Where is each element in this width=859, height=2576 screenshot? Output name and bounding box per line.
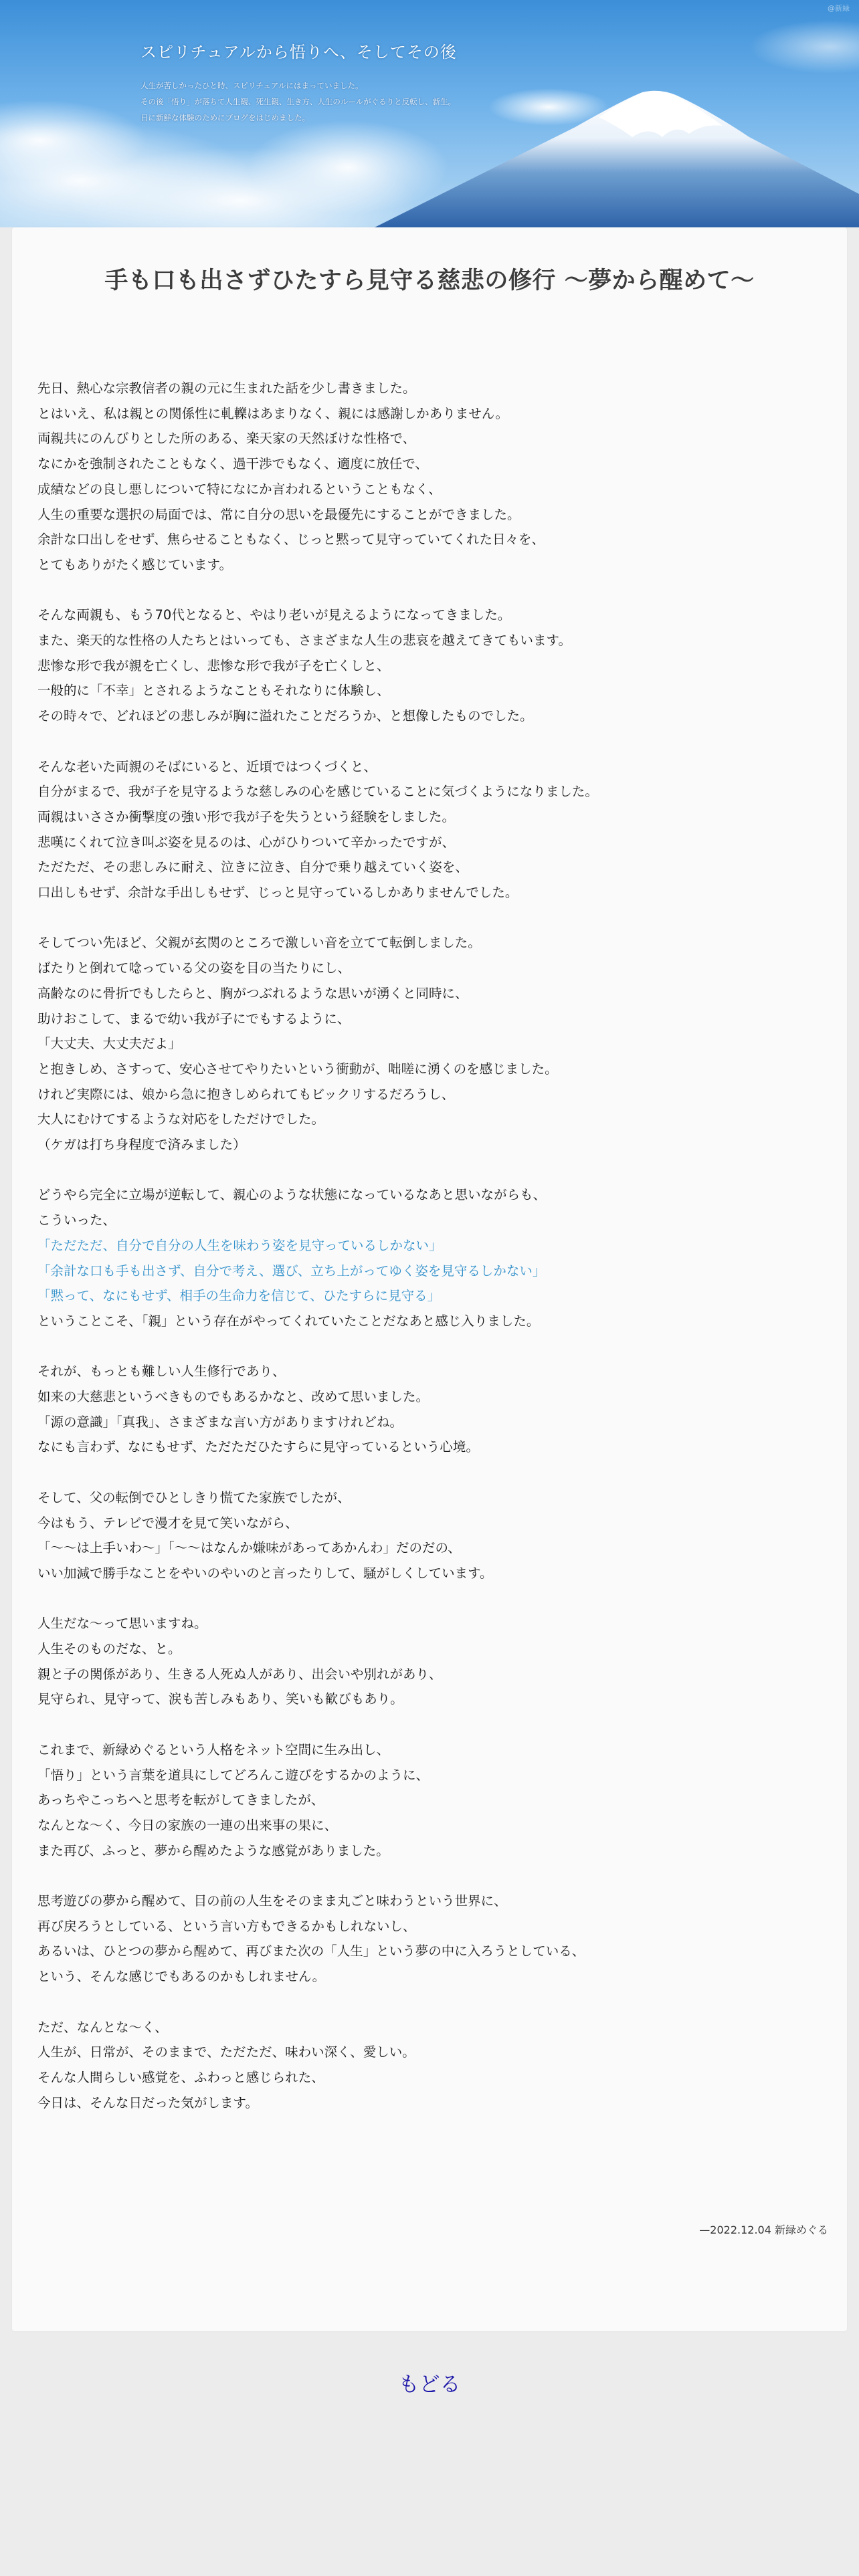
text-line: そしてつい先ほど、父親が玄関のところで激しい音を立てて転倒しました。 xyxy=(37,935,481,951)
text-line: それが、もっとも難しい人生修行であり、 xyxy=(37,1364,286,1380)
text-line: こういった、 xyxy=(37,1212,116,1228)
text-line: 両親共にのんびりとした所のある、楽天家の天然ぼけな性格で、 xyxy=(37,431,416,447)
text-line: いい加減で勝手なことをやいのやいのと言ったりして、騒がしくしています。 xyxy=(37,1565,493,1581)
text-line: 悲惨な形で我が親を亡くし、悲惨な形で我が子を亡くしと、 xyxy=(37,657,390,673)
text-line: あるいは、ひとつの夢から醒めて、再びまた次の「人生」という夢の中に入ろうとしている、 xyxy=(37,1943,585,1959)
text-line: ただ、なんとな〜く、 xyxy=(37,2019,168,2035)
article-paragraph xyxy=(37,1485,814,1586)
text-line: 悲嘆にくれて泣き叫ぶ姿を見るのは、心がひりついて辛かったですが、 xyxy=(37,834,456,850)
article-paragraph xyxy=(37,376,814,578)
text-line: ただただ、その悲しみに耐え、泣きに泣き、自分で乗り越えていく姿を、 xyxy=(37,859,468,875)
text-line: そして、父の転倒でひとしきり慌てた家族でしたが、 xyxy=(37,1489,351,1505)
text-line: 余計な口出しをせず、焦らせることもなく、じっと黙って見守っていてくれた日々を、 xyxy=(37,532,545,548)
text-line: なんとな〜く、今日の家族の一連の出来事の果に、 xyxy=(37,1817,338,1833)
text-line: 今日は、そんな日だった気がします。 xyxy=(37,2095,258,2111)
text-line: 大人にむけてするような対応をしただけでした。 xyxy=(37,1111,325,1128)
article-title: 手も口も出さずひたすら見守る慈悲の修行 〜夢から醒めて〜 xyxy=(104,267,755,294)
text-line: 高齢なのに骨折でもしたらと、胸がつぶれるような思いが湧くと同時に、 xyxy=(37,985,468,1001)
article-paragraph xyxy=(37,1889,814,1990)
article-paragraph xyxy=(37,603,814,729)
text-line: 見守られ、見守って、涙も苦しみもあり、笑いも歓びもあり。 xyxy=(37,1691,403,1707)
text-line: 如来の大慈悲というべきものでもあるかなと、改めて思いました。 xyxy=(37,1389,430,1405)
text-line: 人生が、日常が、そのままで、ただただ、味わい深く、愛しい。 xyxy=(37,2044,415,2060)
site-title[interactable]: スピリチュアルから悟りへ、そしてその後 xyxy=(140,43,457,62)
site-description-line: 人生が苦しかったひと時、スピリチュアルにはまっていました。 xyxy=(140,81,363,90)
text-line: 成績などの良し悪しについて特になにか言われるということもなく、 xyxy=(37,481,442,497)
back-link[interactable]: もどる xyxy=(398,2373,461,2397)
text-line: （ケガは打ち身程度で済みました） xyxy=(37,1137,246,1153)
text-line: 助けおこして、まるで幼い我が子にでもするように、 xyxy=(37,1010,351,1027)
text-line: と抱きしめ、さすって、安心させてやりたいという衝動が、咄嗟に湧くのを感じました。 xyxy=(37,1061,558,1077)
text-line: 自分がまるで、我が子を見守るような慈しみの心を感じていることに気づくようになりました。 xyxy=(37,784,598,800)
highlighted-line: 「ただただ、自分で自分の人生を味わう姿を見守っているしかない」 xyxy=(37,1237,442,1253)
text-line: そんな人間らしい感覚を、ふわっと感じられた、 xyxy=(37,2069,324,2085)
article-paragraph xyxy=(37,2015,814,2116)
text-line: ばたりと倒れて唸っている父の姿を目の当たりにし、 xyxy=(37,960,351,976)
text-line: 口出しもせず、余計な手出しもせず、じっと見守っているしかありませんでした。 xyxy=(37,885,518,901)
text-line: なにかを強制されたこともなく、過干渉でもなく、適度に放任で、 xyxy=(37,456,428,472)
text-line: 親と子の関係があり、生きる人死ぬ人があり、出会いや別れがあり、 xyxy=(37,1666,442,1682)
site-description xyxy=(140,78,515,126)
site-description-line: 日に新鮮な体験のためにブログをはじめました。 xyxy=(140,113,310,122)
text-line: 「〜〜は上手いわ〜」「〜〜はなんか嫌味があってあかんわ」だのだの、 xyxy=(37,1540,461,1556)
text-line: なにも言わず、なにもせず、ただただひたすらに見守っているという心境。 xyxy=(37,1439,479,1455)
text-line: どうやら完全に立場が逆転して、親心のような状態になっているなあと思いながらも、 xyxy=(37,1187,547,1203)
article-card xyxy=(12,227,847,2331)
text-line: という、そんな感じでもあるのかもしれません。 xyxy=(37,1969,326,1985)
text-line: 一般的に「不幸」とされるようなこともそれなりに体験し、 xyxy=(37,683,390,699)
text-line: 「源の意識」「真我」、さまざまな言い方がありますけれどね。 xyxy=(37,1414,403,1430)
text-line: その時々で、どれほどの悲しみが胸に溢れたことだろうか、と想像したものでした。 xyxy=(37,708,533,724)
text-line: そんな老いた両親のそばにいると、近頃ではつくづくと、 xyxy=(37,758,377,774)
article-paragraph xyxy=(37,754,814,905)
text-line: これまで、新緑めぐるという人格をネット空間に生み出し、 xyxy=(37,1741,390,1757)
header-banner xyxy=(0,0,859,227)
text-line: 「大丈夫、大丈夫だよ」 xyxy=(37,1036,181,1052)
text-line: けれど実際には、娘から急に抱きしめられてもビックリするだろうし、 xyxy=(37,1086,455,1102)
article-paragraph xyxy=(37,1182,814,1333)
article-paragraph xyxy=(37,1737,814,1864)
article-paragraph xyxy=(37,1611,814,1712)
text-line: あっちやこっちへと思考を転がしてきましたが、 xyxy=(37,1792,324,1808)
text-line: 思考遊びの夢から醒めて、目の前の人生をそのまま丸ごと味わうという世界に、 xyxy=(37,1893,507,1909)
article-paragraph xyxy=(37,930,814,1157)
highlighted-line: 「余計な口も手も出さず、自分で考え、選び、立ち上がってゆく姿を見守るしかない」 xyxy=(37,1263,546,1279)
article-paragraph xyxy=(37,1359,814,1460)
text-line: とはいえ、私は親との関係性に軋轢はあまりなく、親には感謝しかありません。 xyxy=(37,405,508,421)
text-line: また再び、ふっと、夢から醒めたような感覚がありました。 xyxy=(37,1842,389,1858)
text-line: また、楽天的な性格の人たちとはいっても、さまざまな人生の悲哀を越えてきてもいます。 xyxy=(37,633,571,649)
text-line: 両親はいささか衝撃度の強い形で我が子を失うという経験をしました。 xyxy=(37,809,456,825)
text-line: 人生だな〜って思いますね。 xyxy=(37,1616,207,1632)
text-line: ということこそ、「親」という存在がやってくれていたことだなあと感じ入りました。 xyxy=(37,1313,540,1329)
article-signature: —2022.12.04 新緑めぐる xyxy=(699,2224,828,2236)
text-line: 「悟り」という言葉を道具にしてどろんこ遊びをするかのように、 xyxy=(37,1767,430,1783)
text-line: 今はもう、テレビで漫才を見て笑いながら、 xyxy=(37,1515,298,1531)
text-line: 人生の重要な選択の局面では、常に自分の思いを最優先にすることができました。 xyxy=(37,506,520,522)
article-body xyxy=(37,376,814,2141)
corner-mark: @新緑 xyxy=(828,4,850,13)
highlighted-line: 「黙って、なにもせず、相手の生命力を信じて、ひたすらに見守る」 xyxy=(37,1288,441,1304)
text-line: 再び戻ろうとしている、という言い方もできるかもしれないし、 xyxy=(37,1918,416,1934)
text-line: 人生そのものだな、と。 xyxy=(37,1641,181,1657)
text-line: とてもありがたく感じています。 xyxy=(37,556,232,572)
text-line: そんな両親も、もう70代となると、やはり老いが見えるようになってきました。 xyxy=(37,607,511,623)
text-line: 先日、熱心な宗教信者の親の元に生まれた話を少し書きました。 xyxy=(37,381,416,396)
site-description-line: その後「悟り」が落ちて人生観、死生観、生き方、人生のルールがぐるりと反転し、新生。 xyxy=(140,97,456,106)
